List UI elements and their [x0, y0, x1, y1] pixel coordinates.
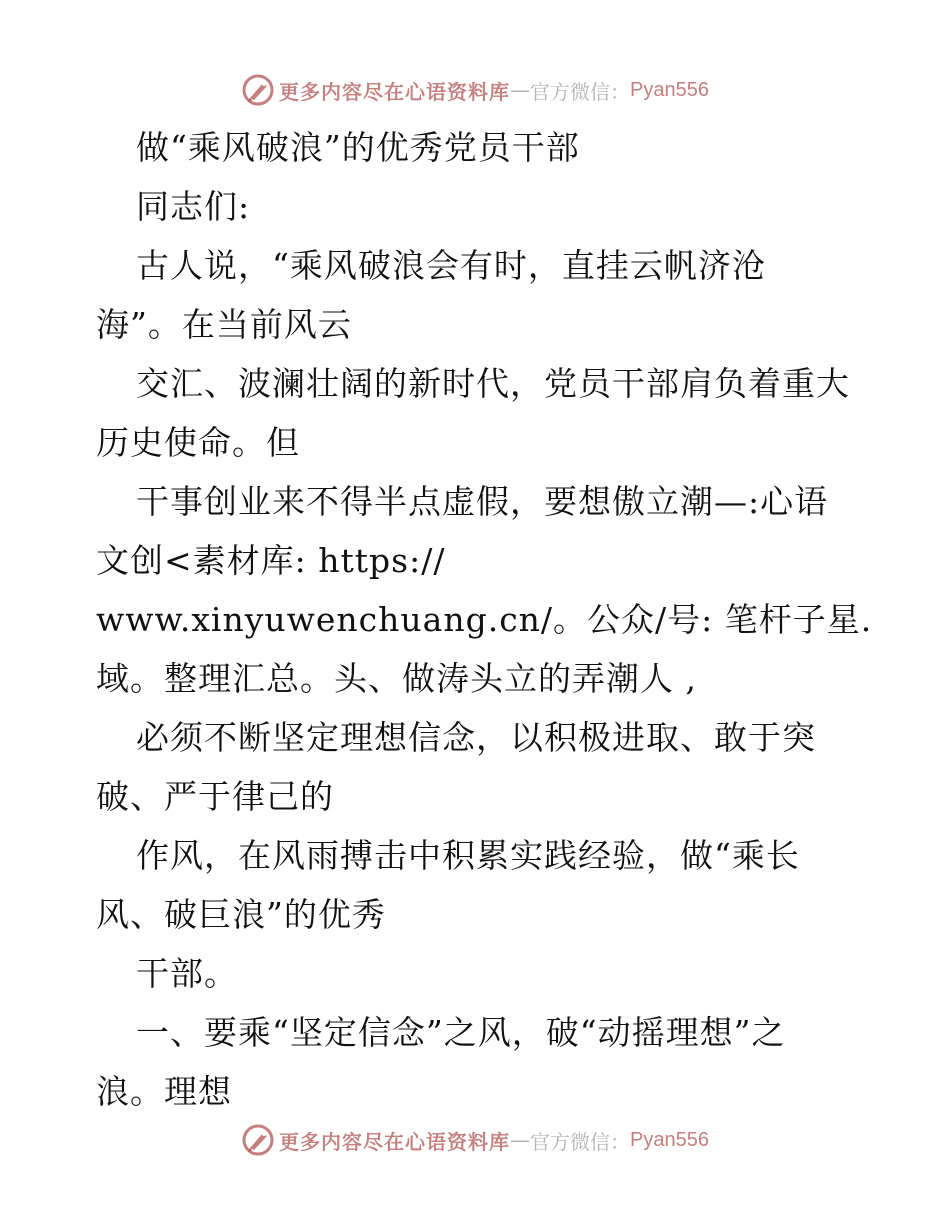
text-line: 文创<素材库: https:// [96, 541, 446, 580]
text-line: 海”。在当前风云 [96, 305, 352, 344]
text-line: 做“乘风破浪”的优秀党员干部 [136, 128, 580, 167]
text-line: 破、严于律己的 [96, 777, 334, 816]
text-line: 作风，在风雨搏击中积累实践经验，做“乘长 [136, 836, 800, 875]
watermark-label: 官方微信： [530, 1129, 631, 1154]
watermark-id: Pyan556 [630, 78, 709, 101]
text-line: 必须不断坚定理想信念，以积极进取、敢于突 [136, 718, 816, 757]
pen-logo-icon [241, 73, 275, 107]
watermark-label: 官方微信： [530, 79, 631, 104]
text-line: 风、破巨浪”的优秀 [96, 895, 386, 934]
footer-watermark [0, 1120, 950, 1160]
text-line: 干部。 [136, 954, 238, 993]
text-line: 域。整理汇总。头、做涛头立的弄潮人 , [96, 659, 697, 698]
document-body [96, 118, 896, 1121]
text-line: 古人说，“乘风破浪会有时，直挂云帆济沧 [136, 246, 766, 285]
watermark-dash: — [510, 78, 531, 102]
watermark-text: 更多内容尽在心语资料库 [279, 79, 511, 104]
watermark-text: 更多内容尽在心语资料库 [279, 1129, 511, 1154]
text-line: 同志们: [136, 187, 251, 226]
watermark-dash: — [510, 1128, 531, 1152]
text-line: 浪。理想 [96, 1072, 232, 1111]
pen-logo-icon [241, 1123, 275, 1157]
text-line: 干事创业来不得半点虚假，要想傲立潮—:心语 [136, 482, 829, 521]
text-line: 交汇、波澜壮阔的新时代，党员干部肩负着重大 [136, 364, 850, 403]
text-line: 一、要乘“坚定信念”之风，破“动摇理想”之 [136, 1013, 786, 1052]
text-line: www.xinyuwenchuang.cn/。公众/号: 笔杆子星. [96, 600, 873, 639]
header-watermark [0, 70, 950, 110]
text-line: 历史使命。但 [96, 423, 300, 462]
watermark-id: Pyan556 [630, 1128, 709, 1151]
